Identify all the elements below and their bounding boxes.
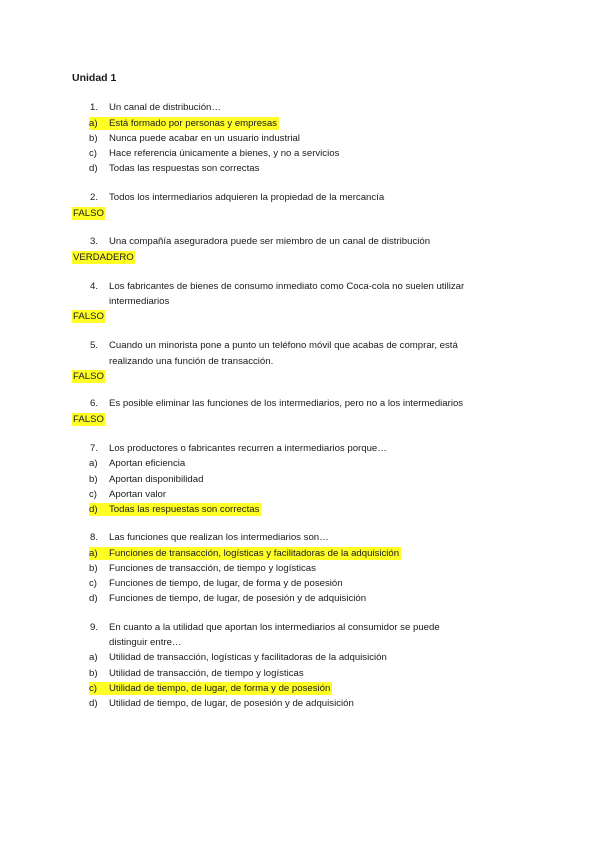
question-text: Cuando un minorista pone a punto un teléfono móvil que acabas de comprar, está [109,340,458,351]
option-8d [89,592,366,605]
option-text: Funciones de transacción, de tiempo y logísticas [109,563,316,574]
option-text: Aportan valor [109,489,167,500]
option-text: Funciones de tiempo, de lugar, de forma y de posesión [109,578,343,589]
unit-title: Unidad 1 [72,72,117,84]
option-letter: a) [89,118,98,129]
question-number: 3. [90,236,99,247]
option-letter: c) [89,683,97,694]
question-number: 4. [90,281,99,292]
question-number: 2. [90,192,99,203]
option-letter: a) [89,458,98,469]
question-number: 6. [90,398,99,409]
answer-4: FALSO [73,311,104,322]
option-text: Utilidad de transacción, de tiempo y logísticas [109,668,304,679]
option-letter: b) [89,563,98,574]
option-letter: c) [89,148,97,159]
answer-3: VERDADERO [73,252,134,263]
option-8b [89,562,316,575]
option-letter: d) [89,698,98,709]
question-text: Un canal de distribución… [109,102,221,113]
option-text: Todas las respuestas son correctas [109,163,260,174]
question-number: 8. [90,532,99,543]
question-text: Todos los intermediarios adquieren la propiedad de la mercancía [109,192,385,203]
option-text: Aportan disponibilidad [109,474,204,485]
option-text: Nunca puede acabar en un usuario industrial [109,133,300,144]
option-9c [89,682,332,695]
option-letter: b) [89,474,98,485]
option-text: Todas las respuestas son correctas [109,504,260,515]
answer-5: FALSO [73,371,104,382]
option-text: Está formado por personas y empresas [109,118,277,129]
option-text: Utilidad de tiempo, de lugar, de posesión y de adquisición [109,698,354,709]
option-letter: d) [89,504,98,515]
question-text: distinguir entre… [109,637,182,648]
option-letter: b) [89,668,98,679]
option-text: Hace referencia únicamente a bienes, y no a servicios [109,148,340,159]
option-9a [89,651,387,664]
question-number: 7. [90,443,99,454]
question-number: 9. [90,622,99,633]
option-text: Aportan eficiencia [109,458,186,469]
option-8a [89,547,401,560]
option-1b [89,132,300,145]
option-letter: d) [89,163,98,174]
option-letter: a) [89,652,98,663]
option-text: Funciones de transacción, logísticas y facilitadoras de la adquisición [109,548,400,559]
question-text: Los productores o fabricantes recurren a intermediarios porque… [109,443,387,454]
option-7c [89,488,166,501]
answer-2: FALSO [73,208,104,219]
question-text: Es posible eliminar las funciones de los intermediarios, pero no a los intermediarios [109,398,464,409]
option-letter: c) [89,489,97,500]
option-7b [89,473,203,486]
answer-6: FALSO [73,414,104,425]
option-1a [89,117,279,130]
option-letter: c) [89,578,97,589]
option-1d [89,162,259,175]
option-8c [89,577,343,590]
question-text: En cuanto a la utilidad que aportan los intermediarios al consumidor se puede [109,622,440,633]
question-number: 5. [90,340,99,351]
option-letter: d) [89,593,98,604]
question-number: 1. [90,102,99,113]
question-text: intermediarios [109,296,170,307]
option-text: Funciones de tiempo, de lugar, de posesión y de adquisición [109,593,367,604]
question-text: Las funciones que realizan los intermediarios son… [109,532,329,543]
question-text: Los fabricantes de bienes de consumo inmediato como Coca-cola no suelen utilizar [109,281,465,292]
option-7d [89,503,261,516]
option-7a [89,457,185,470]
option-letter: b) [89,133,98,144]
option-9b [89,667,304,680]
option-letter: a) [89,548,98,559]
option-text: Utilidad de tiempo, de lugar, de forma y de posesión [109,683,331,694]
option-text: Utilidad de transacción, logísticas y facilitadoras de la adquisición [109,652,387,663]
option-9d [89,697,354,710]
option-1c [89,147,339,160]
question-text: realizando una función de transacción. [109,356,274,367]
question-text: Una compañía aseguradora puede ser miembro de un canal de distribución [109,236,431,247]
